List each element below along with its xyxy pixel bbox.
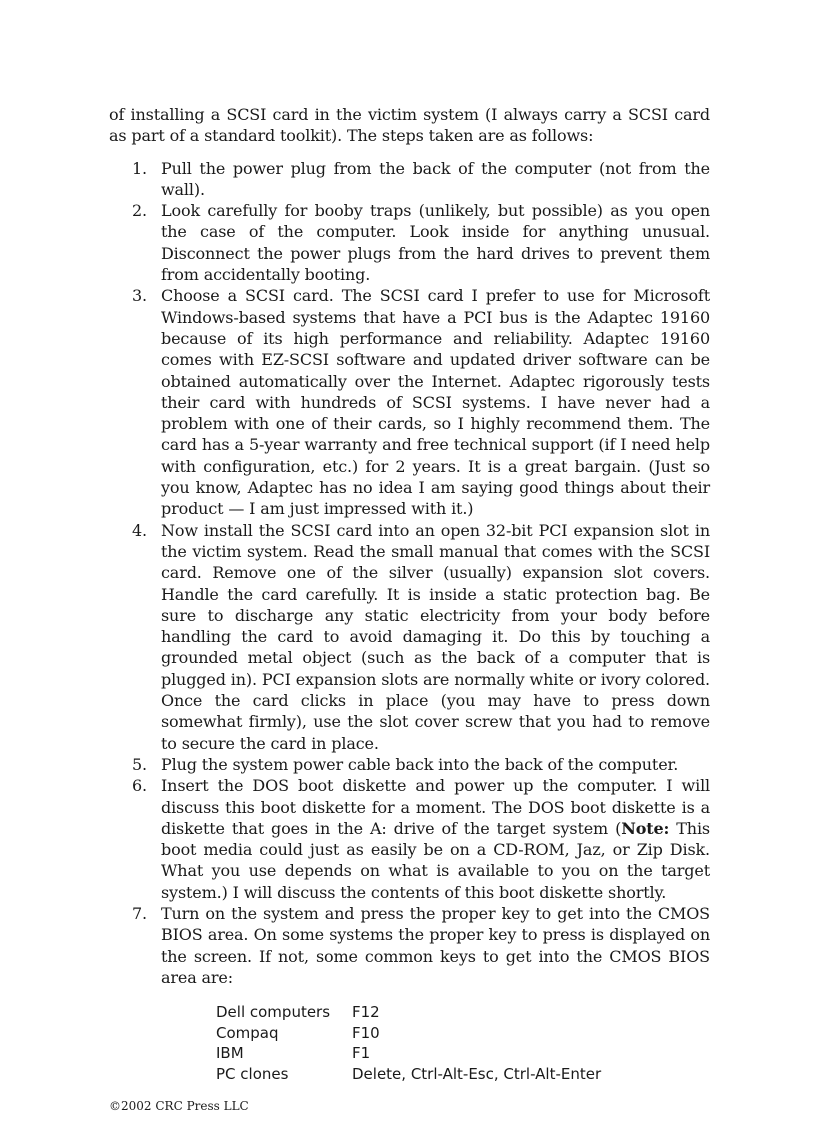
step-7 (109, 903, 710, 988)
table-row (216, 1003, 601, 1024)
intro-paragraph: of installing a SCSI card in the victim system (I always carry a SCSI card as part of a standard toolkit). The steps taken are as follows: (109, 105, 710, 146)
bios-key: F1 (352, 1044, 371, 1063)
step-4 (109, 520, 710, 754)
note-label: Note: (621, 818, 670, 838)
step-text: Turn on the system and press the proper key to get into the CMOS BIOS area. On some systems the proper key to press is displayed on the screen. If not, some common keys to get into the CMOS BIOS area are: (161, 903, 710, 987)
step-number: 7. (132, 903, 147, 923)
step-text: Look carefully for booby traps (unlikely, but possible) as you open the case of the computer. Look inside for anything unusual. Disconnect the power plugs from the hard drives to prevent them from accidentally booting. (161, 201, 710, 285)
step-text: Pull the power plug from the back of the computer (not from the wall). (161, 158, 710, 199)
table-row (216, 1044, 601, 1065)
system-name: Compaq (216, 1023, 279, 1042)
step-number: 6. (132, 776, 147, 796)
step-number: 3. (132, 286, 147, 306)
bios-key: Delete, Ctrl-Alt-Esc, Ctrl-Alt-Enter (352, 1064, 602, 1083)
page-body (109, 104, 710, 1085)
steps-list (109, 158, 710, 989)
step-6 (109, 775, 710, 903)
step-number: 5. (132, 754, 147, 774)
step-5 (109, 754, 710, 775)
step-text: Now install the SCSI card into an open 32-bit PCI expansion slot in the victim system. Read the small manual that comes with the SCSI card. Remove one of the silver (usually) expansion slot covers. Handle the card carefully. It is inside a static protection bag. Be sure to discharge any static electricity from your body before handling the card to avoid damaging it. Do this by touching a grounded metal object (such as the back of a computer that is plugged in). PCI expansion slots are normally white or ivory colored. Once the card clicks in place (you may have to press down somewhat firmly), use the slot cover screw that you had to remove to secure the card in place. (161, 520, 710, 753)
step-1 (109, 158, 710, 201)
step-number: 1. (132, 158, 147, 178)
bios-key: F10 (352, 1023, 380, 1042)
step-2 (109, 200, 710, 285)
bios-keys-table (216, 1003, 601, 1085)
step-text-before-note: Insert the DOS boot diskette and power up the computer. I will discuss this boot diskette for a moment. The DOS boot diskette is a diskette that goes in the A: drive of the target system ( (161, 776, 710, 838)
step-text: Plug the system power cable back into the back of the computer. (161, 754, 679, 774)
system-name: PC clones (216, 1064, 289, 1083)
system-name: IBM (216, 1044, 244, 1063)
step-number: 2. (132, 201, 147, 221)
bios-key: F12 (352, 1003, 380, 1022)
step-text-after-note: This boot media could just as easily be on a CD-ROM, Jaz, or Zip Disk. What you use depends on what is available to you on the target system.) I will discuss the contents of this boot diskette shortly. (161, 818, 710, 902)
step-text: Choose a SCSI card. The SCSI card I prefer to use for Microsoft Windows-based systems that have a PCI bus is the Adaptec 19160 because of its high performance and reliability. Adaptec 19160 comes with EZ-SCSI software and updated driver software can be obtained automatically over the Internet. Adaptec rigorously tests their card with hundreds of SCSI systems. I have never had a problem with one of their cards, so I highly recommend them. The card has a 5-year warranty and free technical support (if I need help with configuration, etc.) for 2 years. It is a great bargain. (Just so you know, Adaptec has no idea I am saying good things about their product — I am just impressed with it.) (161, 286, 710, 519)
system-name: Dell computers (216, 1003, 331, 1022)
step-3 (109, 285, 710, 519)
copyright-footer: ©2002 CRC Press LLC (109, 1099, 249, 1113)
table-row (216, 1065, 601, 1086)
table-row (216, 1024, 601, 1045)
step-number: 4. (132, 520, 147, 540)
